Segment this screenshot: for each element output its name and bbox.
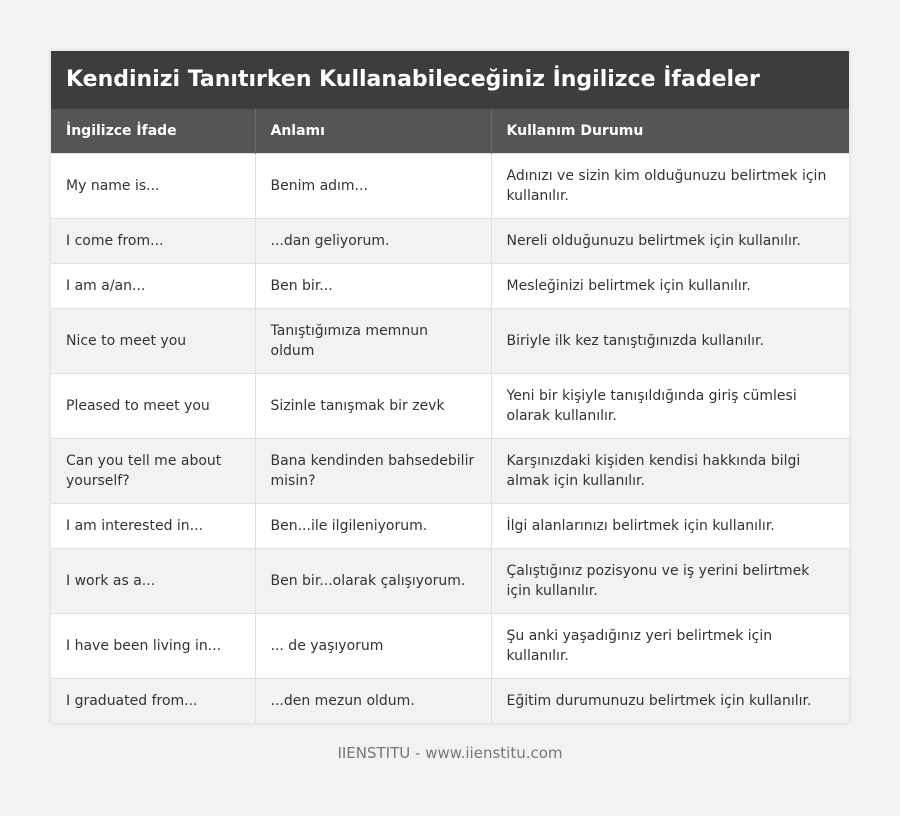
table-row [51, 153, 849, 218]
table-row [51, 438, 849, 503]
cell-usage: Karşınızdaki kişiden kendisi hakkında bilgi almak için kullanılır. [491, 438, 849, 503]
cell-usage: Nereli olduğunuzu belirtmek için kullanılır. [491, 218, 849, 263]
cell-meaning: ... de yaşıyorum [255, 613, 491, 678]
cell-english-phrase: Pleased to meet you [51, 373, 255, 438]
cell-usage: Eğitim durumunuzu belirtmek için kullanılır. [491, 678, 849, 723]
table-row [51, 613, 849, 678]
table-row [51, 503, 849, 548]
table-row [51, 678, 849, 723]
phrases-table [51, 109, 849, 723]
cell-usage: Biriyle ilk kez tanıştığınızda kullanılır. [491, 308, 849, 373]
table-row [51, 373, 849, 438]
table-header-row [51, 109, 849, 153]
cell-meaning: Ben...ile ilgileniyorum. [255, 503, 491, 548]
cell-meaning: Benim adım... [255, 153, 491, 218]
cell-english-phrase: Nice to meet you [51, 308, 255, 373]
cell-english-phrase: I graduated from... [51, 678, 255, 723]
cell-english-phrase: I work as a... [51, 548, 255, 613]
cell-usage: Çalıştığınız pozisyonu ve iş yerini belirtmek için kullanılır. [491, 548, 849, 613]
cell-usage: İlgi alanlarınızı belirtmek için kullanılır. [491, 503, 849, 548]
cell-english-phrase: My name is... [51, 153, 255, 218]
cell-usage: Yeni bir kişiyle tanışıldığında giriş cümlesi olarak kullanılır. [491, 373, 849, 438]
cell-meaning: ...den mezun oldum. [255, 678, 491, 723]
table-row [51, 263, 849, 308]
cell-english-phrase: I come from... [51, 218, 255, 263]
cell-meaning: Ben bir... [255, 263, 491, 308]
cell-usage: Şu anki yaşadığınız yeri belirtmek için kullanılır. [491, 613, 849, 678]
cell-english-phrase: Can you tell me about yourself? [51, 438, 255, 503]
cell-meaning: Ben bir...olarak çalışıyorum. [255, 548, 491, 613]
column-header-english-phrase: İngilizce İfade [51, 109, 255, 153]
footer-credit: IIENSTITU - www.iienstitu.com [337, 744, 563, 762]
cell-meaning: ...dan geliyorum. [255, 218, 491, 263]
table-row [51, 548, 849, 613]
phrases-card [51, 51, 849, 723]
cell-english-phrase: I am interested in... [51, 503, 255, 548]
cell-meaning: Tanıştığımıza memnun oldum [255, 308, 491, 373]
cell-meaning: Sizinle tanışmak bir zevk [255, 373, 491, 438]
cell-english-phrase: I am a/an... [51, 263, 255, 308]
cell-usage: Mesleğinizi belirtmek için kullanılır. [491, 263, 849, 308]
cell-english-phrase: I have been living in... [51, 613, 255, 678]
table-row [51, 218, 849, 263]
column-header-meaning: Anlamı [255, 109, 491, 153]
table-title: Kendinizi Tanıtırken Kullanabileceğiniz İngilizce İfadeler [51, 51, 849, 109]
cell-usage: Adınızı ve sizin kim olduğunuzu belirtmek için kullanılır. [491, 153, 849, 218]
table-row [51, 308, 849, 373]
column-header-usage: Kullanım Durumu [491, 109, 849, 153]
cell-meaning: Bana kendinden bahsedebilir misin? [255, 438, 491, 503]
